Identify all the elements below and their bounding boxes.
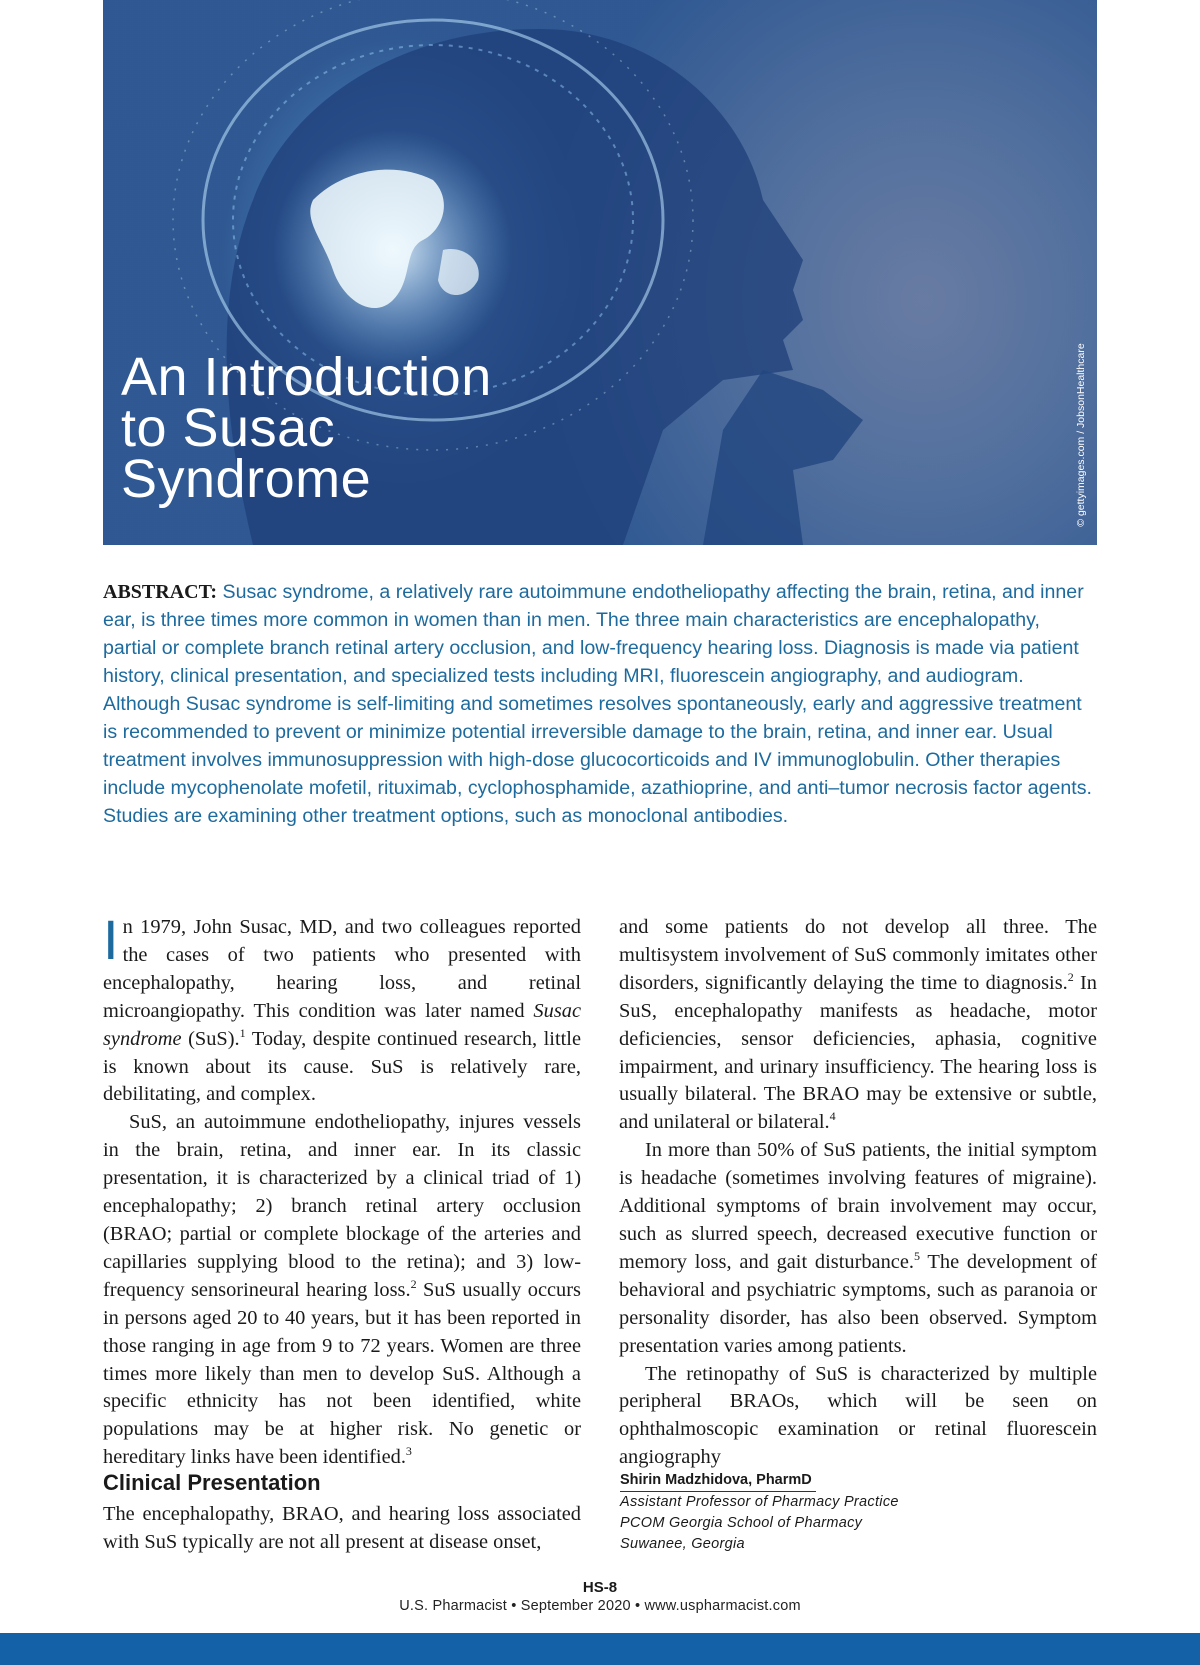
journal-line: U.S. Pharmacist • September 2020 • www.uspharmacist.com — [399, 1598, 801, 1614]
author-school: PCOM Georgia School of Pharmacy — [620, 1515, 863, 1531]
right-column — [619, 914, 1097, 1472]
paragraph — [619, 1137, 1097, 1360]
text-run: In more than 50% of SuS patients, the initial symptom is headache (sometimes involving features of migraine). Additional symptoms of brain involvement may occur, such as slurred speech, decreased executive function or memory loss, and gait disturbance. — [619, 1139, 1097, 1273]
author-name: Shirin Madzhidova, PharmD — [620, 1470, 816, 1492]
citation: 4 — [829, 1109, 836, 1124]
left-column — [103, 908, 581, 1472]
citation: 3 — [405, 1444, 412, 1459]
title-line: Syndrome — [121, 449, 372, 509]
text-run: SuS, an autoimmune endotheliopathy, injures vessels in the brain, retina, and inner ear. In its classic presentation, it is characterized by a clinical triad of 1) encephalopathy; 2) branch retinal artery occlusion (BRAO; partial or complete blockage of the arteries and capillaries supplying blood to the retina); and 3) low-frequency sensorineural hearing loss. — [103, 1111, 581, 1301]
title-line: An Introduction — [121, 347, 492, 407]
text-run: The development of behavioral and psychiatric symptoms, such as paranoia or personality disorder, has also been observed. Symptom presentation varies among patients. — [619, 1250, 1097, 1357]
drop-cap: I — [103, 908, 119, 971]
paragraph: The encephalopathy, BRAO, and hearing loss associated with SuS typically are not all present at disease onset, — [103, 1503, 581, 1553]
section-heading: Clinical Presentation — [103, 1470, 321, 1495]
paragraph — [619, 914, 1097, 1137]
paragraph — [103, 908, 581, 1109]
abstract-label: ABSTRACT: — [103, 581, 218, 603]
author-title: Assistant Professor of Pharmacy Practice — [620, 1494, 899, 1510]
citation: 5 — [914, 1249, 921, 1264]
text-run: Today, despite continued research, little is known about its cause. SuS is relatively rare, debilitating, and complex. — [103, 1027, 581, 1106]
abstract-text: Susac syndrome, a relatively rare autoimmune endotheliopathy affecting the brain, retina, and inner ear, is three times more common in women than in men. The three main characteristics are encephalopathy, partial or complete branch retinal artery occlusion, and low-frequency hearing loss. Diagnosis is made via patient history, clinical presentation, and specialized tests including MRI, fluorescein angiography, and audiogram. Although Susac syndrome is self-limiting and sometimes resolves spontaneously, early and aggressive treatment is recommended to prevent or minimize potential irreversible damage to the brain, retina, and inner ear. Usual treatment involves immunosuppression with high-dose glucocorticoids and IV immunoglobulin. Other therapies include mycophenolate mofetil, rituximab, cyclophosphamide, azathioprine, and anti–tumor necrosis factor agents. Studies are examining other treatment options, such as monoclonal antibodies. — [103, 581, 1092, 827]
author-box — [620, 1470, 899, 1555]
abstract — [103, 578, 1097, 830]
image-credit-text: © gettyimages.com / JobsonHealthcare — [1075, 343, 1087, 527]
article-title — [121, 347, 492, 509]
citation: 1 — [239, 1025, 246, 1040]
text-run: and some patients do not develop all three. The multisystem involvement of SuS commonly imitates other disorders, significantly delaying the time to diagnosis. — [619, 916, 1097, 994]
text-run: SuS usually occurs in persons aged 20 to 40 years, but it has been reported in those ranging in age from 9 to 72 years. Women are three times more likely than men to develop SuS. Although a specific ethnicity has not been identified, white populations may be at higher risk. No genetic or hereditary links have been identified. — [103, 1278, 581, 1469]
text-run: n 1979, John Susac, MD, and two colleagues reported the cases of two patients who presented with encephalopathy, hearing loss, and retinal microangiopathy. This condition was later named — [103, 916, 581, 1022]
author-location: Suwanee, Georgia — [620, 1536, 745, 1552]
paragraph — [103, 1109, 581, 1472]
emphasis: Susac syndrome — [103, 999, 581, 1050]
citation: 2 — [410, 1276, 417, 1291]
text-run: (SuS). — [181, 1027, 240, 1050]
hero-image — [103, 0, 1097, 545]
citation: 2 — [1067, 970, 1074, 985]
paragraph: The retinopathy of SuS is characterized by multiple peripheral BRAOs, which will be seen on ophthalmoscopic examination or retinal fluorescein angiography — [619, 1362, 1097, 1469]
image-credit — [1071, 330, 1091, 540]
page-number: HS-8 — [582, 1579, 618, 1596]
text-run: In SuS, encephalopathy manifests as headache, motor deficiencies, sensor deficiencies, aphasia, cognitive impairment, and urinary insufficiency. The hearing loss is usually bilateral. The BRAO may be extensive or subtle, and unilateral or bilateral. — [619, 971, 1097, 1134]
title-line: to Susac — [121, 398, 336, 458]
footer-bar — [0, 1633, 1200, 1665]
